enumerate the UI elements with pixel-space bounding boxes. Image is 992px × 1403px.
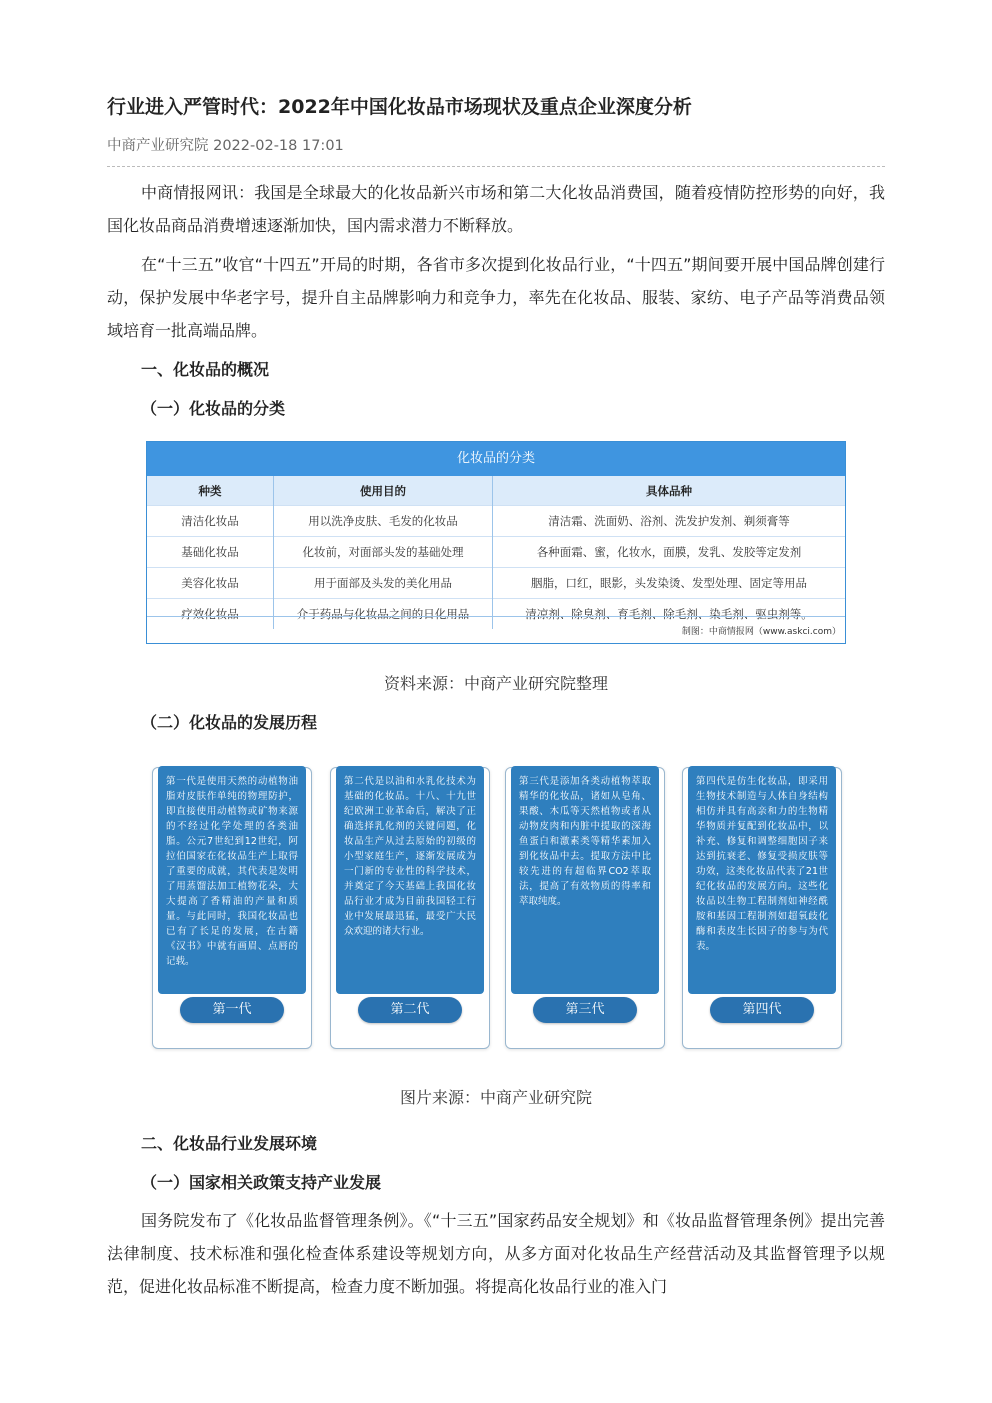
table-cell: 清洁霜、洗面奶、浴剂、洗发护发剂、剃须膏等 [493,506,846,537]
paragraph-regulation: 国务院发布了《化妆品监督管理条例》。《“十三五”国家药品安全规划》和《妆品监督管理条例》提出完善法律制度、技术标准和强化检查体系建设等规划方向，从多方面对化妆品生产经营活动及其监督管理予以规范，促进化妆品标准不断提高，检查力度不断加强。将提高化妆品行业的准入门 [107,1211,885,1296]
paragraph-intro: 中商情报网讯：我国是全球最大的化妆品新兴市场和第二大化妆品消费国，随着疫情防控形势的向好，我国化妆品商品消费增速逐渐加快，国内需求潜力不断释放。 [107,183,885,235]
figure-source: 图片来源：中商产业研究院 [399,1088,592,1107]
table-caption: 化妆品的分类 [147,442,845,476]
paragraph-policy: 在“十三五”收官“十四五”开局的时期，各省市多次提到化妆品行业，“十四五”期间要开展中国品牌创建行动，保护发展中华老字号，提升自主品牌影响力和竞争力，率先在化妆品、服装、家纺、电子产品等消费品领域培育一批高端品牌。 [107,255,885,340]
table-cell: 介于药品与化妆品之间的日化用品 [274,599,493,630]
generation-label: 第四代 [710,997,814,1023]
classification-grid [147,476,845,629]
table-cell: 用以洗净皮肤、毛发的化妆品 [274,506,493,537]
subsection-heading-policy: （一）国家相关政策支持产业发展 [141,1173,382,1192]
table-cell: 基础化妆品 [147,537,274,568]
table-cell: 疗效化妆品 [147,599,274,630]
generation-label: 第三代 [533,997,637,1023]
history-card-3 [505,767,665,1049]
table-cell: 清凉剂、除臭剂、育毛剂、除毛剂、染毛剂、驱虫剂等。 [493,599,846,630]
history-card-1 [152,767,312,1049]
history-card-2 [330,767,490,1049]
table-row [147,568,845,599]
column-header: 具体品种 [493,476,846,506]
table-credit: 制图：中商情报网（www.askci.com） [681,627,841,637]
divider [107,166,885,167]
history-card-4 [682,767,842,1049]
table-cell: 美容化妆品 [147,568,274,599]
article-title: 行业进入严管时代：2022年中国化妆品市场现状及重点企业深度分析 [107,96,692,118]
table-cell: 胭脂，口红，眼影，头发染烫、发型处理、固定等用品 [493,568,846,599]
table-cell: 各种面霜、蜜，化妆水，面膜，发乳、发胶等定发剂 [493,537,846,568]
section-heading-overview: 一、化妆品的概况 [141,360,270,379]
section-heading-environment: 二、化妆品行业发展环境 [141,1134,318,1153]
generation-label: 第一代 [180,997,284,1023]
column-header: 种类 [147,476,274,506]
column-header: 使用目的 [274,476,493,506]
table-cell: 清洁化妆品 [147,506,274,537]
classification-table [146,441,846,644]
subsection-heading-history: （二）化妆品的发展历程 [141,713,318,732]
table-row [147,506,845,537]
card-text: 第三代是添加各类动植物萃取精华的化妆品，诸如从皂角、果酸、木瓜等天然植物或者从动物皮肉和内脏中提取的深海鱼蛋白和激素类等精华素加入到化妆品中去。提取方法中比较先进的有超临界CO2萃取法，提高了有效物质的得率和萃取纯度。 [511,766,659,994]
article-meta: 中商产业研究院 2022-02-18 17:01 [107,138,344,154]
table-cell: 化妆前，对面部头发的基础处理 [274,537,493,568]
table-cell: 用于面部及头发的美化用品 [274,568,493,599]
table-row [147,537,845,568]
table-header-row [147,476,845,506]
card-text: 第一代是使用天然的动植物油脂对皮肤作单纯的物理防护，即直接使用动植物或矿物来源的不经过化学处理的各类油脂。公元7世纪到12世纪，阿拉伯国家在化妆品生产上取得了重要的成就，其代表是发明了用蒸馏法加工植物花朵，大大提高了香精油的产量和质量。与此同时，我国化妆品也已有了长足的发展，在古籍《汉书》中就有画眉、点唇的记载。 [158,766,306,994]
generation-label: 第二代 [358,997,462,1023]
subsection-heading-classification: （一）化妆品的分类 [141,399,286,418]
table-source: 资料来源：中商产业研究院整理 [383,674,608,693]
card-text: 第四代是仿生化妆品，即采用生物技术制造与人体自身结构相仿并具有高亲和力的生物精华物质并复配到化妆品中，以补充、修复和调整细胞因子来达到抗衰老、修复受损皮肤等功效，这类化妆品代表了21世纪化妆品的发展方向。这些化妆品以生物工程制剂如神经酰胺和基因工程制剂如超氧歧化酶和表皮生长因子的参与为代表。 [688,766,836,994]
card-text: 第二代是以油和水乳化技术为基础的化妆品。十八、十九世纪欧洲工业革命后，解决了正确选择乳化剂的关键问题，化妆品生产从过去原始的初级的小型家庭生产，逐渐发展成为一门新的专业性的科学技术，并奠定了今天基础上我国化妆品行业才成为目前我国轻工行业中发展最迅猛，最受广大民众欢迎的诸大行业。 [336,766,484,994]
